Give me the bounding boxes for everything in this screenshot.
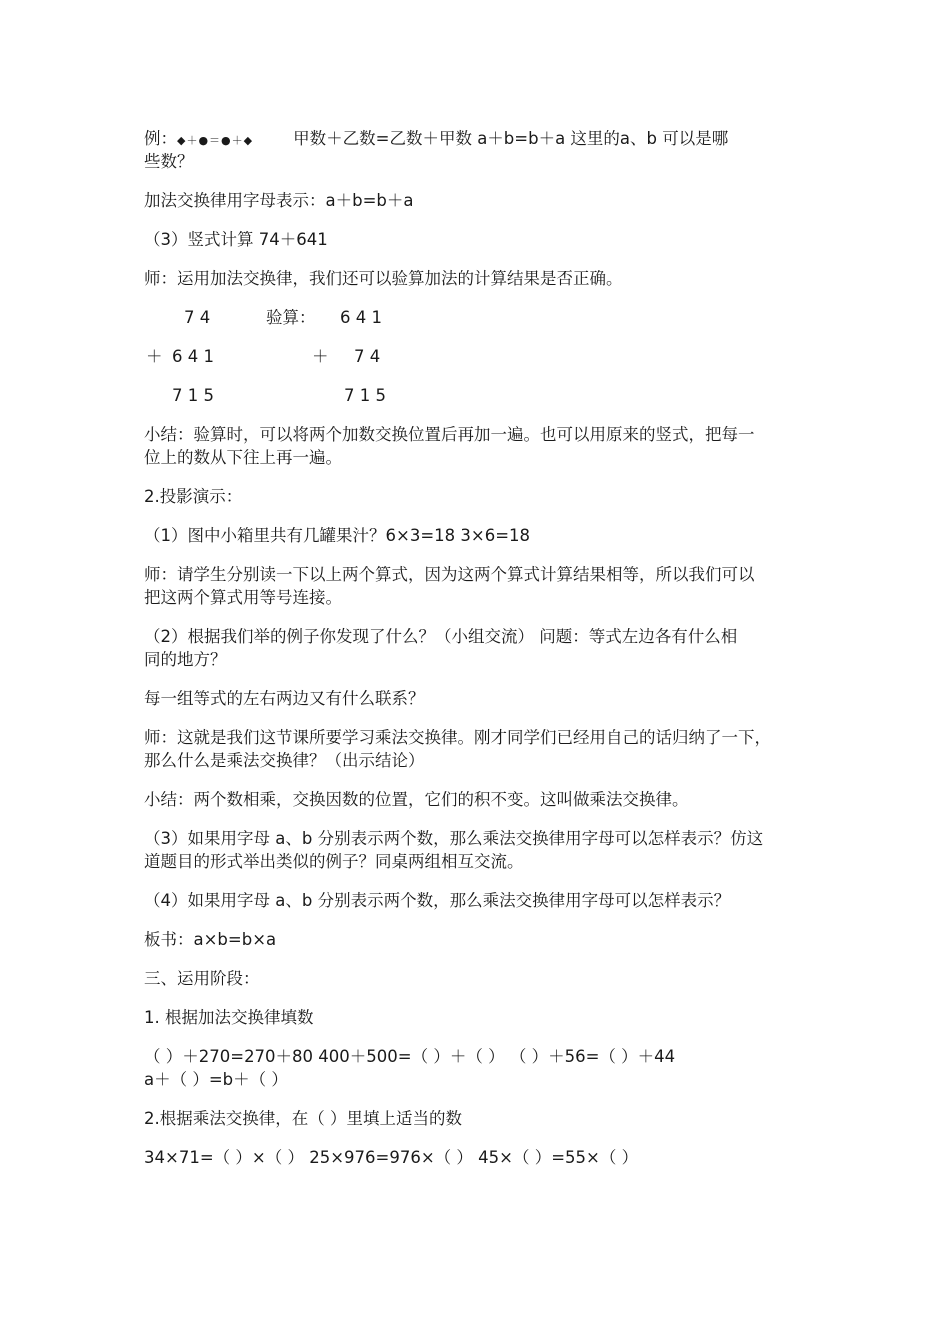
question-2-line-2: 同的地方？ bbox=[144, 650, 227, 669]
example-prefix: 例： bbox=[144, 129, 177, 148]
shape-equation: ◆＋●＝●＋◆ bbox=[177, 134, 254, 147]
teacher-remark-2-line-1: 师：请学生分别读一下以上两个算式，因为这两个算式计算结果相等，所以我们可以 bbox=[144, 565, 755, 584]
plus-sign-a: ＋ bbox=[146, 347, 163, 366]
summary-1-line-1: 小结：验算时，可以将两个加数交换位置后再加一遍。也可以用原来的竖式，把每一 bbox=[144, 425, 755, 444]
summary-1-line-2: 位上的数从下往上再一遍。 bbox=[144, 448, 342, 467]
plus-sign-b: ＋ bbox=[312, 347, 329, 366]
question-4: （4）如果用字母 a、b 分别表示两个数，那么乘法交换律用字母可以怎样表示？ bbox=[144, 891, 731, 910]
stage-3-heading: 三、运用阶段： bbox=[144, 969, 260, 988]
exercise-2: 34×71=（ ）×（ ） 25×976=976×（ ） 45×（ ）=55×（ ） bbox=[144, 1148, 639, 1167]
vertical-calc-title: （3）竖式计算 74＋641 bbox=[144, 230, 328, 249]
teacher-remark-1: 师：运用加法交换律，我们还可以验算加法的计算结果是否正确。 bbox=[144, 269, 623, 288]
calc-b-top: 6 4 1 bbox=[340, 308, 382, 327]
teacher-remark-3-line-1: 师：这就是我们这节课所要学习乘法交换律。刚才同学们已经用自己的话归纳了一下， bbox=[144, 728, 771, 747]
exercise-1-title: 1. 根据加法交换律填数 bbox=[144, 1008, 314, 1027]
example-text: 甲数＋乙数=乙数＋甲数 a＋b=b＋a 这里的a、b 可以是哪 bbox=[293, 129, 729, 148]
question-2-line-1: （2）根据我们举的例子你发现了什么？（小组交流） 问题：等式左边各有什么相 bbox=[144, 627, 738, 646]
projection-heading: 2.投影演示： bbox=[144, 487, 243, 506]
question-3-line-2: 道题目的形式举出类似的例子？同桌两组相互交流。 bbox=[144, 852, 524, 871]
example-line bbox=[144, 127, 806, 152]
calc-a-result: 7 1 5 bbox=[172, 386, 214, 405]
relation-question: 每一组等式的左右两边又有什么联系？ bbox=[144, 689, 425, 708]
exercise-1-line-2: a＋（ ）=b＋（ ） bbox=[144, 1070, 288, 1089]
teacher-remark-3-line-2: 那么什么是乘法交换律？（出示结论） bbox=[144, 751, 425, 770]
calc-a-mid: 6 4 1 bbox=[172, 347, 214, 366]
question-3-line-1: （3）如果用字母 a、b 分别表示两个数，那么乘法交换律用字母可以怎样表示？仿这 bbox=[144, 829, 764, 848]
board-writing: 板书：a×b=b×a bbox=[144, 930, 277, 949]
addition-law-letters: 加法交换律用字母表示：a＋b=b＋a bbox=[144, 191, 414, 210]
check-label: 验算： bbox=[266, 308, 316, 327]
calc-b-mid: 7 4 bbox=[354, 347, 381, 366]
calc-b-result: 7 1 5 bbox=[344, 386, 386, 405]
exercise-2-title: 2.根据乘法交换律，在（ ）里填上适当的数 bbox=[144, 1109, 462, 1128]
question-1: （1）图中小箱里共有几罐果汁？6×3=18 3×6=18 bbox=[144, 526, 531, 545]
example-continuation: 些数？ bbox=[144, 152, 194, 171]
teacher-remark-2-line-2: 把这两个算式用等号连接。 bbox=[144, 588, 342, 607]
exercise-1-line-1: （ ）＋270=270＋80 400＋500=（ ）＋（ ） （ ）＋56=（ ）＋44 bbox=[144, 1047, 676, 1066]
summary-2: 小结：两个数相乘，交换因数的位置，它们的积不变。这叫做乘法交换律。 bbox=[144, 790, 689, 809]
calc-a-top: 7 4 bbox=[184, 308, 211, 327]
